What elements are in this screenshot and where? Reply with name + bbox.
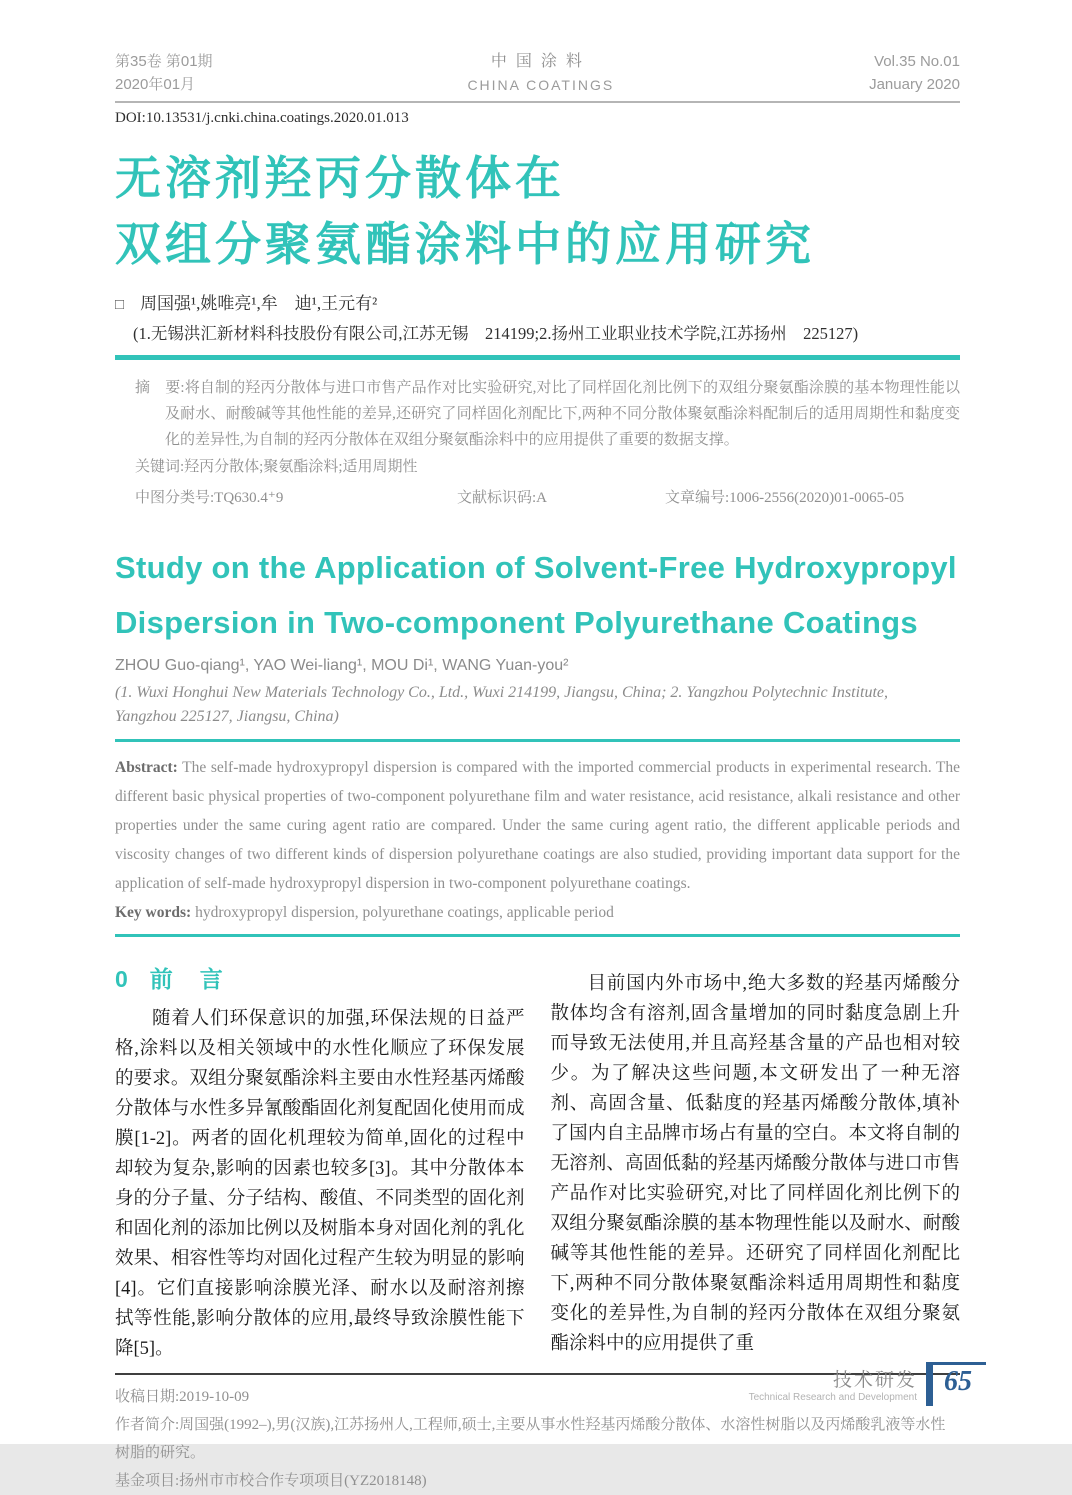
date-en: January 2020 bbox=[869, 76, 960, 93]
section-title: 前 言 bbox=[149, 966, 225, 992]
article-id: 文章编号:1006-2556(2020)01-0065-05 bbox=[665, 490, 905, 506]
clc-number: 中图分类号:TQ630.4⁺9 bbox=[135, 490, 284, 506]
title-en-line1: Study on the Application of Solvent-Free Hydroxypropyl bbox=[115, 550, 957, 585]
abstract-en-label: Abstract: bbox=[115, 759, 178, 776]
journal-name-block bbox=[467, 50, 614, 97]
authors-cn bbox=[115, 289, 960, 314]
header-divider bbox=[115, 101, 960, 103]
title-cn-line2: 双组分聚氨酯涂料中的应用研究 bbox=[115, 218, 815, 270]
title-en-line2: Dispersion in Two-component Polyurethane Coatings bbox=[115, 605, 918, 640]
article-title-cn bbox=[115, 145, 960, 277]
journal-name-cn: 中国涂料 bbox=[490, 53, 591, 70]
left-column bbox=[115, 961, 525, 1364]
title-cn-line1: 无溶剂羟丙分散体在 bbox=[115, 152, 565, 204]
teal-divider-top bbox=[115, 355, 960, 360]
teal-divider-bottom bbox=[115, 934, 960, 937]
abstract-cn-text: 将自制的羟丙分散体与进口市售产品作对比实验研究,对比了同样固化剂比例下的双组分聚氨酯涂膜的基本物理性能以及耐水、耐酸碱等其他性能的差异,还研究了同样固化剂配比下,两种不同分散体聚氨酯涂料配制后的适用周期性和黏度变化的差异性,为自制的羟丙分散体在双组分聚氨酯涂料中的应用提供了重要的数据支撑。 bbox=[165, 380, 960, 448]
authors-cn-names: 周国强¹,姚唯亮¹,牟 迪¹,王元有² bbox=[140, 294, 378, 313]
meta-row bbox=[135, 486, 960, 510]
keywords-en-label: Key words: bbox=[115, 904, 192, 921]
abstract-en bbox=[115, 753, 960, 898]
footer-section-en: Technical Research and Development bbox=[748, 1392, 917, 1403]
right-column bbox=[551, 961, 961, 1364]
header-right-block bbox=[869, 50, 960, 96]
authors-en: ZHOU Guo-qiang¹, YAO Wei-liang¹, MOU Di¹, WANG Yuan-you² bbox=[115, 657, 569, 674]
footer-section-block bbox=[749, 1365, 917, 1406]
intro-paragraph-1: 随着人们环保意识的加强,环保法规的日益严格,涂料以及相关领域中的水性化顺应了环保发展的要求。双组分聚氨酯涂料主要由水性羟基丙烯酸分散体与水性多异氰酸酯固化剂复配固化使用而成膜[1-2]。两者的固化机理较为简单,固化的过程中却较为复杂,影响的因素也较多[3]。其中分散体本身的分子量、分子结构、酸值、不同类型的固化剂和固化剂的添加比例以及树脂本身对固化剂的乳化效果、相容性等均对固化过程产生较为明显的影响[4]。它们直接影响涂膜光泽、耐水以及耐溶剂擦拭等性能,影响分散体的应用,最终导致涂膜性能下降[5]。 bbox=[115, 1009, 525, 1359]
intro-paragraph-2: 目前国内外市场中,绝大多数的羟基丙烯酸分散体均含有溶剂,固含量增加的同时黏度急剧上升而导致无法使用,并且高羟基含量的产品也相对较少。为了解决这些问题,本文研发出了一种无溶剂、高固含量、低黏度的羟基丙烯酸分散体,填补了国内自主品牌市场占有量的空白。本文将自制的无溶剂、高固低黏的羟基丙烯酸分散体与进口市售产品作对比实验研究,对比了同样固化剂比例下的双组分聚氨酯涂膜的基本物理性能以及耐水、耐酸碱等其他性能的差异。还研究了同样固化剂配比下,两种不同分散体聚氨酯涂料适用周期性和黏度变化的差异性,为自制的羟丙分散体在双组分聚氨酯涂料中的应用提供了重 bbox=[550, 974, 960, 1354]
journal-name-en: CHINA COATINGS bbox=[467, 77, 615, 93]
article-title-en bbox=[115, 540, 960, 650]
keywords-en bbox=[115, 898, 960, 927]
journal-header bbox=[115, 50, 960, 97]
affiliation-en: (1. Wuxi Honghui New Materials Technology Co., Ltd., Wuxi 214199, Jiangsu, China; 2. Yangzhou Polytechnic Institute, Yangzhou 225127, Jiangsu, China) bbox=[115, 684, 888, 725]
section-number: 0 bbox=[115, 966, 130, 992]
doi-line: DOI:10.13531/j.cnki.china.coatings.2020.01.013 bbox=[115, 110, 409, 126]
page-number-box bbox=[926, 1362, 986, 1406]
author-bio: 作者简介:周国强(1992–),男(汉族),江苏扬州人,工程师,硕士,主要从事水性羟基丙烯酸分散体、水溶性树脂以及丙烯酸乳液等水性树脂的研究。 bbox=[115, 1417, 946, 1461]
footer-section-cn: 技术研发 bbox=[832, 1370, 917, 1391]
volume-issue-en: Vol.35 No.01 bbox=[874, 53, 960, 70]
author-marker-square-icon: □ bbox=[115, 297, 125, 313]
section-heading bbox=[115, 961, 525, 994]
fund-project: 基金项目:扬州市市校合作专项项目(YZ2018148) bbox=[115, 1473, 427, 1489]
teal-divider-mid bbox=[115, 739, 960, 742]
abstract-en-text: The self-made hydroxypropyl dispersion is compared with the imported commercial products in experimental research. The different basic physical properties of two-component polyurethane film and water resistance, acid resistance, alkali resistance and other properties under the same curing agent ratio are compared. Under the same curing agent ratio, the different applicable periods and viscosity changes of two different kinds of dispersion polyurethane coatings are also studied, providing important data support for the application of self-made hydroxypropyl dispersion in two-component polyurethane coatings. bbox=[115, 759, 960, 892]
abstract-cn-label: 摘 要: bbox=[135, 380, 185, 396]
received-date: 收稿日期:2019-10-09 bbox=[115, 1389, 250, 1405]
keywords-en-text: hydroxypropyl dispersion, polyurethane coatings, applicable period bbox=[195, 904, 614, 921]
volume-issue-cn: 第35卷 第01期 bbox=[115, 53, 213, 70]
header-left-block bbox=[115, 50, 213, 96]
document-code: 文献标识码:A bbox=[457, 490, 548, 506]
page-number: 65 bbox=[944, 1366, 972, 1397]
affiliation-cn: (1.无锡洪汇新材料科技股份有限公司,江苏无锡 214199;2.扬州工业职业技术学院,江苏扬州 225127) bbox=[133, 324, 859, 343]
abstract-cn bbox=[135, 375, 960, 453]
article-body bbox=[115, 961, 960, 1364]
page-footer bbox=[749, 1362, 986, 1406]
keywords-cn: 关键词:羟丙分散体;聚氨酯涂料;适用周期性 bbox=[135, 459, 418, 475]
date-cn: 2020年01月 bbox=[115, 76, 196, 93]
